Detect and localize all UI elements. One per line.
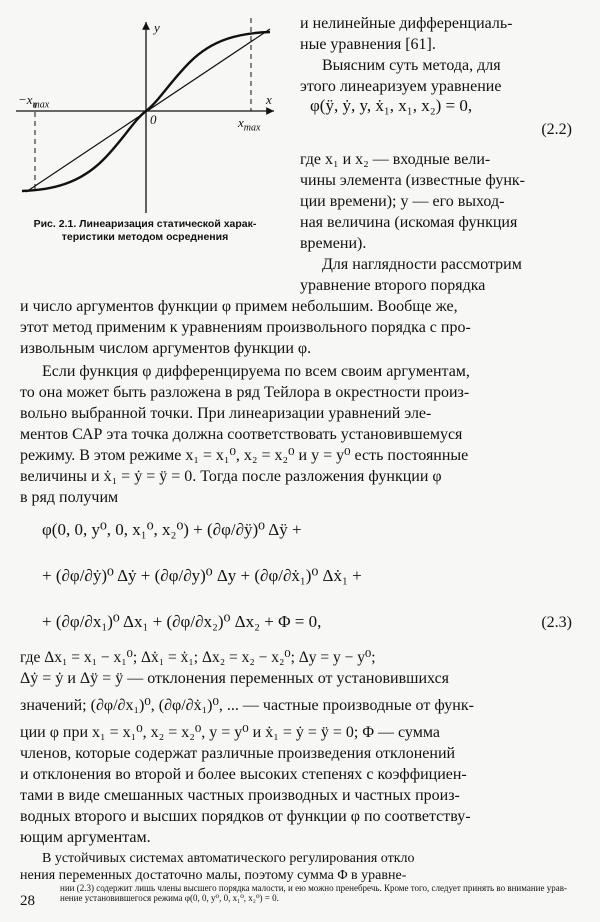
equation-2-3-line1: φ(0, 0, y⁰, 0, x₁⁰, x₂⁰) + (∂φ/∂ÿ)⁰ Δÿ + bbox=[42, 520, 302, 539]
equation-number-2-2: (2.2) bbox=[541, 121, 572, 138]
text-line: где x₁ и x₂ — входные вели- bbox=[300, 151, 491, 168]
text-line: извольным числом аргументов функции φ. bbox=[20, 340, 312, 357]
text-line: где Δx₁ = x₁ − x₁⁰; Δẋ₁ = ẋ₁; Δx₂ = x₂ − x₂⁰; Δy = y − y⁰; bbox=[20, 649, 376, 666]
text-line: уравнение второго порядка bbox=[300, 277, 486, 294]
equation-2-3-line3: + (∂φ/∂x₁)⁰ Δx₁ + (∂φ/∂x₂)⁰ Δx₂ + Φ = 0, bbox=[42, 612, 322, 631]
text-line: тами в виде смешанных частных производных и частных произ- bbox=[20, 787, 460, 804]
text-line: членов, которые содержат различные произведения отклонений bbox=[20, 745, 456, 762]
text-line: ции времени); y — его выход- bbox=[300, 193, 505, 210]
text-line: ющим аргументам. bbox=[20, 829, 151, 846]
text-line: нения переменных достаточно малы, поэтому сумма Φ в уравне- bbox=[20, 868, 407, 883]
text-line: режиму. В этом режиме x₁ = x₁⁰, x₂ = x₂⁰ и y = y⁰ есть постоянные bbox=[20, 447, 469, 464]
text-line: значений; (∂φ/∂x₁)⁰, (∂φ/∂ẋ₁)⁰, ... — частные производные от функ- bbox=[20, 697, 474, 714]
text-line: этого линеаризуем уравнение bbox=[300, 78, 502, 95]
origin-label: 0 bbox=[150, 112, 157, 127]
text-line: ная величина (искомая функция bbox=[300, 214, 518, 231]
text-line: и нелинейные дифференциаль- bbox=[300, 15, 513, 32]
text-line: В устойчивых системах автоматического регулирования откло bbox=[42, 851, 415, 866]
text-line: Для наглядности рассмотрим bbox=[322, 256, 522, 273]
text-line: в ряд получим bbox=[20, 489, 119, 506]
page-number: 28 bbox=[20, 893, 35, 909]
text-line: и число аргументов функции φ примем небольшим. Вообще же, bbox=[20, 298, 458, 315]
text-line: вольно выбранной точки. При линеаризации уравнений эле- bbox=[20, 405, 432, 422]
equation-2-3-line2: + (∂φ/∂ẏ)⁰ Δẏ + (∂φ/∂y)⁰ Δy + (∂φ/∂ẋ₁)⁰ Δẋ₁ + bbox=[42, 566, 362, 585]
text-line: времени). bbox=[300, 235, 367, 252]
text-line: и отклонения во второй и более высоких степенях с коэффициен- bbox=[20, 766, 467, 783]
text-line: ментов САР эта точка должна соответствовать установившемуся bbox=[20, 426, 463, 443]
equation-number-2-3: (2.3) bbox=[541, 614, 572, 631]
y-axis-label: y bbox=[154, 20, 160, 35]
text-line: ные уравнения [61]. bbox=[300, 36, 436, 53]
pos-xmax-label: $x_{max}$ bbox=[238, 115, 261, 134]
text-line: Выясним суть метода, для bbox=[322, 57, 501, 74]
text-line: Δẏ = ẏ и Δÿ = ÿ — отклонения переменных от установившихся bbox=[20, 670, 450, 687]
text-line: нии (2.3) содержит лишь члены высшего порядка малости, и ею можно пренебречь. Кроме того, следует принять во внимание урав- нение установившегося режима φ(0, 0, y⁰, 0, x₁⁰, x₂⁰) = 0. bbox=[60, 883, 567, 903]
static-characteristic-plot bbox=[8, 8, 280, 218]
x-axis-label: x bbox=[266, 92, 272, 107]
equation-final: φ(0, 0, y⁰, 0, x₁⁰, x₂⁰) = 0. bbox=[184, 893, 279, 903]
text-line: этот метод применим к уравнениям произвольного порядка с про- bbox=[20, 319, 471, 336]
equation-2-2: φ(ÿ, ẏ, y, ẋ₁, x₁, x₂) = 0, bbox=[310, 96, 473, 115]
text-line: водных второго и высших порядков от функции φ по соответству- bbox=[20, 808, 471, 825]
text-line: чины элемента (известные функ- bbox=[300, 172, 525, 189]
text-line: то она может быть разложена в ряд Тейлора в окрестности произ- bbox=[20, 384, 470, 401]
neg-xmax-label: $-x_{max}$ bbox=[18, 92, 50, 111]
text-line: ции φ при x₁ = x₁⁰, x₂ = x₂⁰, y = y⁰ и ẋ₁ = ẏ = ÿ = 0; Φ — сумма bbox=[20, 724, 440, 741]
text-line: величины и ẋ₁ = ẏ = ÿ = 0. Тогда после разложения функции φ bbox=[20, 468, 442, 485]
figure-caption: Рис. 2.1. Линеаризация статической харак- теристики методом осреднения bbox=[33, 218, 257, 243]
text-line: Если функция φ дифференцируема по всем своим аргументам, bbox=[42, 363, 470, 380]
